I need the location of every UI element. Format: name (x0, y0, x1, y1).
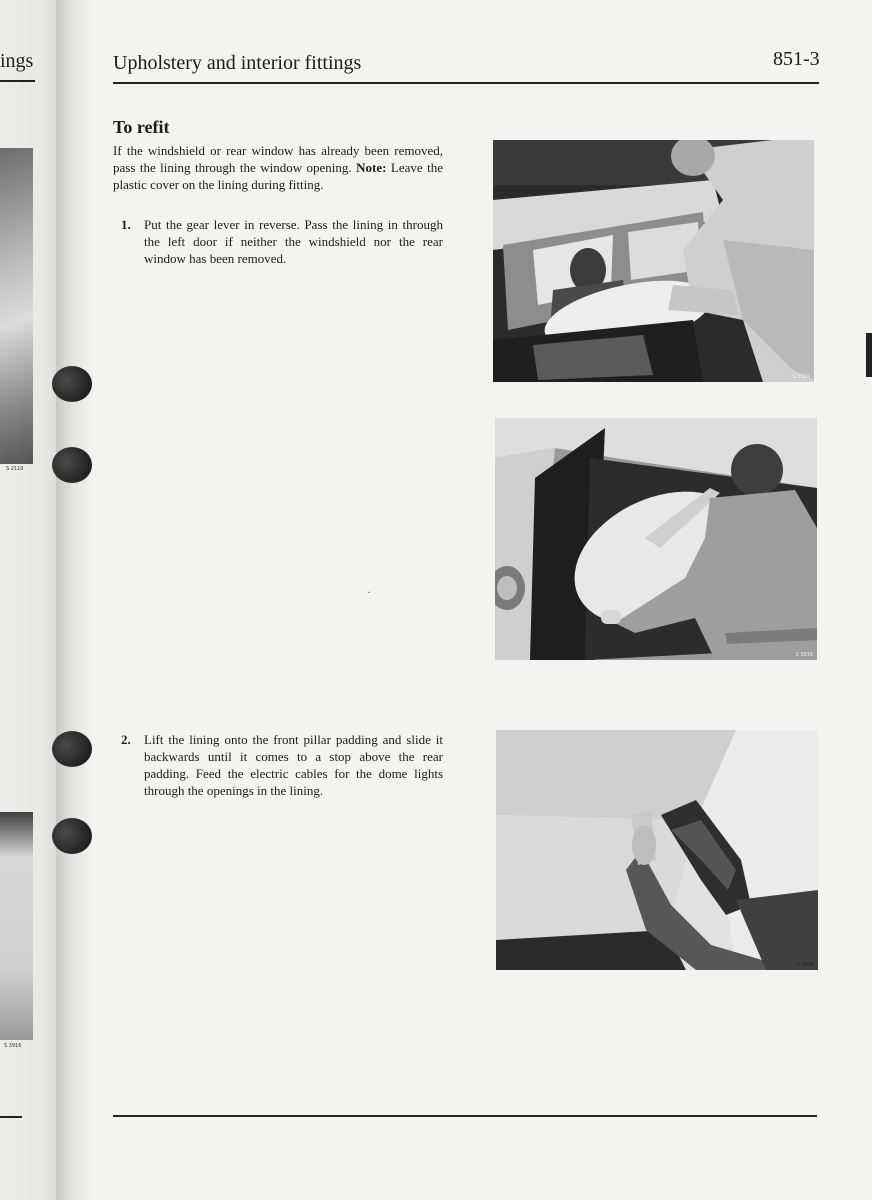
step-number: 2. (121, 732, 131, 747)
binder-hole-icon (52, 818, 92, 854)
left-page-photo-top (0, 148, 33, 464)
left-page-photo-bottom (0, 812, 33, 1040)
binder-hole-icon (52, 366, 92, 402)
step-text: Lift the lining onto the front pillar padding and slide it backwards until it comes to a stop above the rear padding. Feed the electric cables for the dome lights through the openings in the lining. (144, 732, 443, 798)
left-page-header-fragment: ings (0, 50, 34, 72)
left-photo-code-bottom: S 3916 (4, 1043, 22, 1049)
footer-rule (113, 1115, 817, 1117)
page-number: 851-3 (773, 48, 820, 70)
photo-code: S 3916 (795, 652, 813, 658)
print-speck: · (367, 585, 371, 599)
binder-hole-icon (52, 447, 92, 483)
note-label: Note: (356, 160, 387, 175)
photo-code: S 3919 (792, 374, 810, 380)
step-number: 1. (121, 217, 131, 232)
binder-hole-icon (52, 731, 92, 767)
header-rule (113, 82, 819, 84)
binding-gutter (56, 0, 92, 1200)
photo-feeding-lining-into-car (495, 418, 817, 660)
section-heading: To refit (113, 117, 170, 137)
step-text: Put the gear lever in reverse. Pass the lining in through the left door if neither the windshield nor the rear window has been removed. (144, 217, 443, 266)
note-text: Leave the plastic cover on the lining during fitting. (113, 160, 443, 192)
page-edge-tab (866, 333, 872, 377)
step-1 (113, 216, 443, 267)
left-page-footer-rule (0, 1116, 22, 1118)
intro-paragraph (113, 142, 443, 193)
intro-text: If the windshield or rear window has already been removed, pass the lining through the window opening. (113, 143, 443, 175)
photo-positioning-lining-on-pillar (496, 730, 818, 970)
left-photo-code-top: S 2110 (6, 466, 24, 472)
photo-code: S 3916 (796, 962, 814, 968)
left-page-header-rule (0, 80, 35, 82)
photo-passing-lining-through-door (493, 140, 814, 382)
step-2 (113, 731, 443, 799)
page-title: Upholstery and interior fittings (113, 52, 362, 74)
